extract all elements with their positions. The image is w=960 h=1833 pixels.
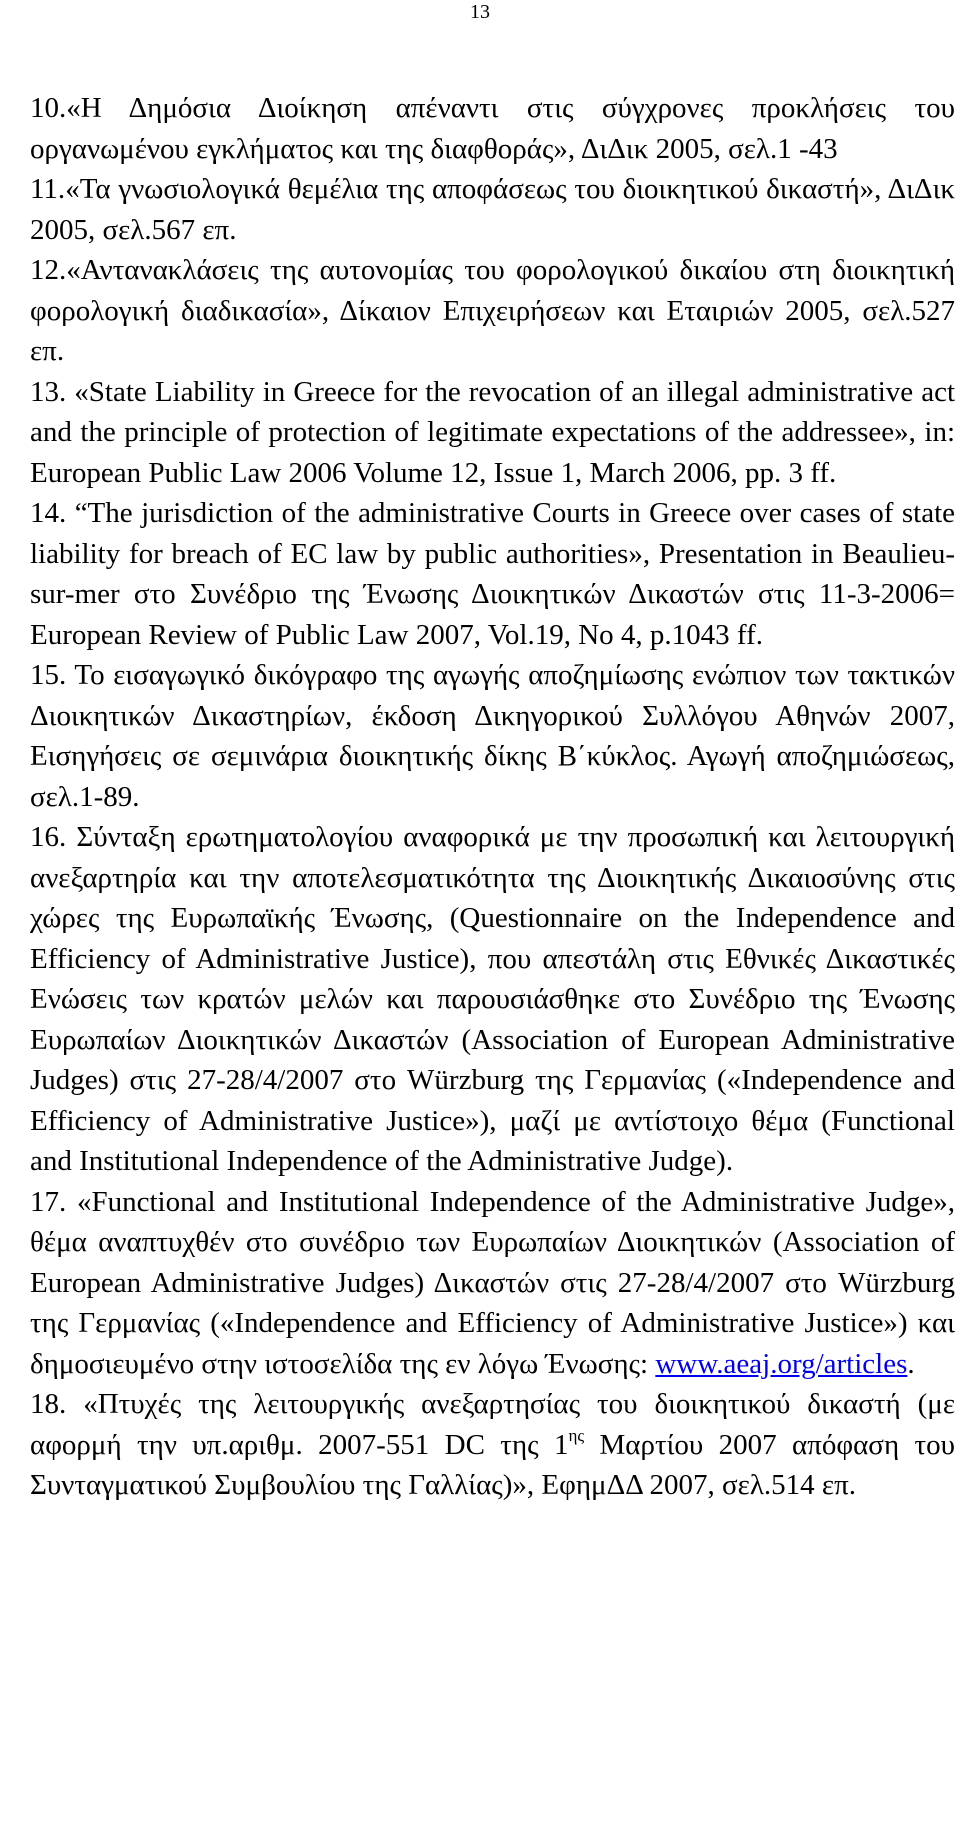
page-number: 13 xyxy=(470,1,490,23)
entry-number: 14. xyxy=(30,497,67,529)
entry-text: «Functional and Institutional Independence of the Administrative Judge», θέμα αναπτυχθέν στο συνέδριο των Ευρωπαίων Διοικητικών (Association of European Administrative Judges) Δικαστών στις 27-28/4/2007 στο Würzburg της Γερμανίας («Independence and Efficiency of Administrative Justice») και δημοσιευμένο στην ιστοσελίδα της εν λόγω Ένωσης: xyxy=(30,1185,956,1380)
entry-text-end: Μαρτίου 2007 απόφαση του Συνταγματικού Συμβουλίου της Γαλλίας)», ΕφημΔΔ 2007, σελ.514 επ. xyxy=(30,1428,955,1501)
list-item xyxy=(30,817,955,1182)
entry-text: «Η Δημόσια Διοίκηση απέναντι στις σύγχρονες προκλήσεις του οργανωμένου εγκλήματος και της διαφθοράς», ΔιΔικ 2005, σελ.1 -43 xyxy=(30,92,955,165)
entry-text: «Αντανακλάσεις της αυτονομίας του φορολογικού δικαίου στη διοικητική φορολογική διαδικασία», Δίκαιον Επιχειρήσεων και Εταιριών 2005, σελ.527 επ. xyxy=(30,254,955,367)
entry-text: «Τα γνωσιολογικά θεμέλια της αποφάσεως του διοικητικού δικαστή», ΔιΔικ 2005, σελ.567 επ. xyxy=(30,173,955,246)
entry-text: “The jurisdiction of the administrative Courts in Greece over cases of state liability for breach of EC law by public authorities», Presentation in Beaulieu-sur-mer στο Συνέδριο της Ένωσης Διοικητικών Δικαστών στις 11-3-2006= European Review of Public Law 2007, Vol.19, No 4, p.1043 ff. xyxy=(30,497,956,651)
entry-text: «State Liability in Greece for the revocation of an illegal administrative act and the principle of protection of legitimate expectations of the addressee», in: European Public Law 2006 Volume 12, Issue 1, March 2006, pp. 3 ff. xyxy=(30,375,956,489)
entry-number: 18. xyxy=(30,1388,67,1420)
list-item xyxy=(30,88,955,169)
entry-text-end: . xyxy=(907,1347,915,1380)
entry-number: 17. xyxy=(30,1185,67,1218)
entry-number: 15. xyxy=(30,659,67,691)
list-item xyxy=(30,655,955,817)
entry-number: 11. xyxy=(30,173,66,205)
aeaj-articles-link[interactable]: www.aeaj.org/articles xyxy=(655,1347,908,1380)
list-item xyxy=(30,169,955,250)
list-item xyxy=(30,1384,955,1506)
entry-text: «Πτυχές της λειτουργικής ανεξαρτησίας του διοικητικού δικαστή (με αφορμή την υπ.αριθμ. 2007-551 DC της 1 xyxy=(30,1388,956,1461)
entry-number: 13. xyxy=(30,375,67,408)
entry-number: 10. xyxy=(30,92,67,124)
list-item xyxy=(30,372,955,494)
list-item xyxy=(30,250,955,372)
list-item xyxy=(30,1182,955,1385)
ordinal-superscript: ης xyxy=(568,1425,585,1445)
bibliography-list xyxy=(30,88,955,1506)
list-item xyxy=(30,493,955,655)
entry-number: 16. xyxy=(30,821,67,853)
entry-number: 12. xyxy=(30,254,67,286)
entry-text: Το εισαγωγικό δικόγραφο της αγωγής αποζημίωσης ενώπιον των τακτικών Διοικητικών Δικαστηρίων, έκδοση Δικηγορικού Συλλόγου Αθηνών 2007, Εισηγήσεις σε σεμινάρια διοικητικής δίκης Β΄κύκλος. Αγωγή αποζημιώσεως, σελ.1-89. xyxy=(30,659,956,813)
entry-text: Σύνταξη ερωτηματολογίου αναφορικά με την προσωπική και λειτουργική ανεξαρτηρία και την αποτελεσματικότητα της Διοικητικής Δικαιοσύνης στις χώρες της Ευρωπαϊκής Ένωσης, (Questionnaire on the Independence and Efficiency of Administrative Justice), που απεστάλη στις Εθνικές Δικαστικές Ενώσεις των κρατών μελών και παρουσιάσθηκε στο Συνέδριο της Ένωσης Ευρωπαίων Διοικητικών Δικαστών (Association of European Administrative Judges) στις 27-28/4/2007 στο Würzburg της Γερμανίας («Independence and Efficiency of Administrative Justice»), μαζί με αντίστοιχο θέμα (Functional and Institutional Independence of the Administrative Judge). xyxy=(30,821,956,1177)
